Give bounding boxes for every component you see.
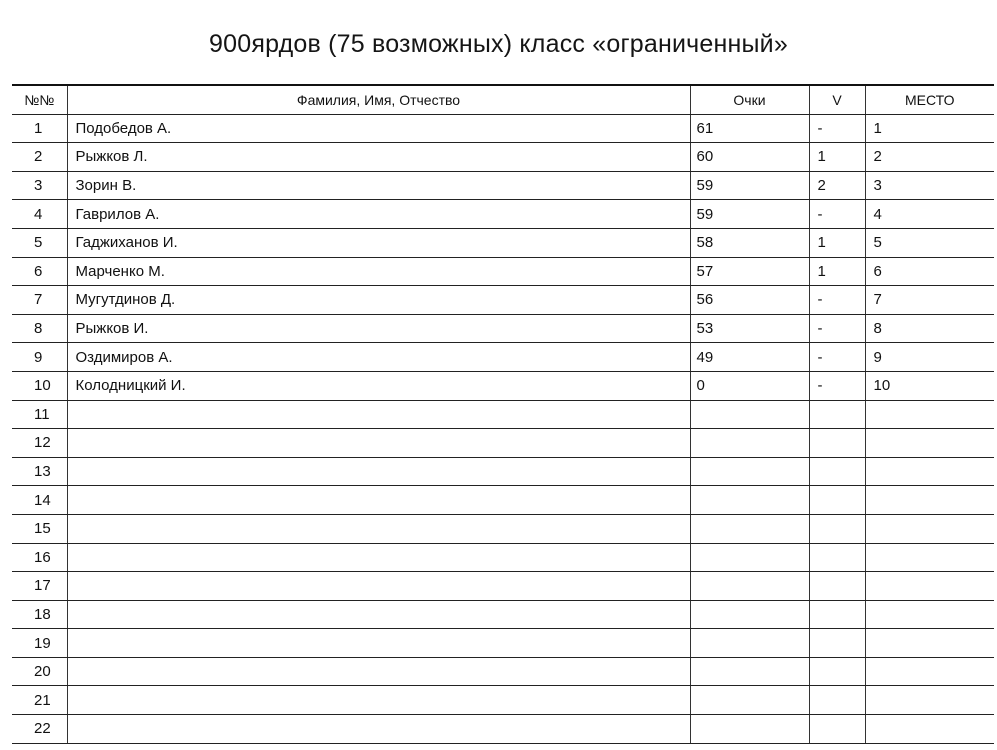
cell-place xyxy=(865,715,994,744)
cell-score: 0 xyxy=(690,371,809,400)
cell-number: 12 xyxy=(12,429,67,458)
cell-v xyxy=(809,715,865,744)
cell-v xyxy=(809,600,865,629)
cell-number: 21 xyxy=(12,686,67,715)
cell-score: 59 xyxy=(690,171,809,200)
table-row xyxy=(12,572,994,601)
cell-v xyxy=(809,514,865,543)
cell-v: - xyxy=(809,371,865,400)
cell-score: 59 xyxy=(690,200,809,229)
cell-place: 3 xyxy=(865,171,994,200)
cell-place: 1 xyxy=(865,114,994,143)
cell-score xyxy=(690,486,809,515)
table-row xyxy=(12,657,994,686)
cell-number: 5 xyxy=(12,228,67,257)
cell-place: 9 xyxy=(865,343,994,372)
cell-full-name: Марченко М. xyxy=(67,257,690,286)
cell-full-name xyxy=(67,429,690,458)
cell-number: 9 xyxy=(12,343,67,372)
cell-score xyxy=(690,400,809,429)
cell-v xyxy=(809,657,865,686)
cell-number: 1 xyxy=(12,114,67,143)
cell-place xyxy=(865,543,994,572)
cell-score: 60 xyxy=(690,143,809,172)
table-row xyxy=(12,343,994,372)
cell-v xyxy=(809,572,865,601)
table-row xyxy=(12,314,994,343)
table-row xyxy=(12,543,994,572)
cell-place xyxy=(865,600,994,629)
cell-v: - xyxy=(809,314,865,343)
cell-number: 7 xyxy=(12,286,67,315)
cell-full-name xyxy=(67,514,690,543)
cell-v xyxy=(809,543,865,572)
cell-place: 5 xyxy=(865,228,994,257)
cell-v xyxy=(809,429,865,458)
cell-full-name xyxy=(67,400,690,429)
cell-place xyxy=(865,429,994,458)
cell-v: - xyxy=(809,343,865,372)
cell-number: 11 xyxy=(12,400,67,429)
table-row xyxy=(12,286,994,315)
cell-full-name: Подобедов А. xyxy=(67,114,690,143)
cell-full-name: Рыжков Л. xyxy=(67,143,690,172)
cell-number: 16 xyxy=(12,543,67,572)
cell-full-name xyxy=(67,629,690,658)
table-row xyxy=(12,257,994,286)
cell-number: 19 xyxy=(12,629,67,658)
cell-score xyxy=(690,514,809,543)
cell-place xyxy=(865,457,994,486)
cell-full-name xyxy=(67,572,690,601)
cell-score: 49 xyxy=(690,343,809,372)
cell-score: 58 xyxy=(690,228,809,257)
cell-v xyxy=(809,629,865,658)
results-table xyxy=(12,84,994,744)
cell-score xyxy=(690,429,809,458)
table-row xyxy=(12,200,994,229)
cell-number: 2 xyxy=(12,143,67,172)
header-place: МЕСТО xyxy=(865,85,994,114)
cell-full-name: Рыжков И. xyxy=(67,314,690,343)
cell-score: 57 xyxy=(690,257,809,286)
cell-score xyxy=(690,600,809,629)
page-title: 900ярдов (75 возможных) класс «ограниченный» xyxy=(209,30,788,58)
cell-v xyxy=(809,400,865,429)
cell-score xyxy=(690,715,809,744)
cell-full-name: Оздимиров А. xyxy=(67,343,690,372)
table-row xyxy=(12,143,994,172)
cell-v: 2 xyxy=(809,171,865,200)
cell-v: 1 xyxy=(809,143,865,172)
table-row xyxy=(12,371,994,400)
table-row xyxy=(12,486,994,515)
table-row xyxy=(12,228,994,257)
cell-v: 1 xyxy=(809,228,865,257)
cell-place xyxy=(865,629,994,658)
cell-score xyxy=(690,457,809,486)
cell-number: 8 xyxy=(12,314,67,343)
cell-place xyxy=(865,572,994,601)
cell-score xyxy=(690,629,809,658)
cell-place xyxy=(865,686,994,715)
cell-number: 15 xyxy=(12,514,67,543)
cell-number: 18 xyxy=(12,600,67,629)
table-row xyxy=(12,457,994,486)
table-body xyxy=(12,114,994,743)
cell-score xyxy=(690,686,809,715)
cell-score: 56 xyxy=(690,286,809,315)
table-row xyxy=(12,514,994,543)
cell-score xyxy=(690,572,809,601)
cell-v: 1 xyxy=(809,257,865,286)
cell-number: 13 xyxy=(12,457,67,486)
cell-v: - xyxy=(809,200,865,229)
cell-place xyxy=(865,514,994,543)
cell-score xyxy=(690,657,809,686)
table-row xyxy=(12,686,994,715)
cell-place: 4 xyxy=(865,200,994,229)
cell-full-name: Зорин В. xyxy=(67,171,690,200)
cell-score: 53 xyxy=(690,314,809,343)
cell-full-name: Колодницкий И. xyxy=(67,371,690,400)
cell-full-name: Гаврилов А. xyxy=(67,200,690,229)
cell-number: 14 xyxy=(12,486,67,515)
cell-place xyxy=(865,486,994,515)
cell-place: 6 xyxy=(865,257,994,286)
cell-v xyxy=(809,686,865,715)
cell-full-name xyxy=(67,657,690,686)
cell-full-name xyxy=(67,486,690,515)
cell-number: 20 xyxy=(12,657,67,686)
cell-full-name: Мугутдинов Д. xyxy=(67,286,690,315)
header-v: V xyxy=(809,85,865,114)
table-row xyxy=(12,629,994,658)
table-header-row xyxy=(12,85,994,114)
table-row xyxy=(12,600,994,629)
cell-number: 3 xyxy=(12,171,67,200)
table-row xyxy=(12,429,994,458)
cell-full-name xyxy=(67,600,690,629)
cell-score: 61 xyxy=(690,114,809,143)
table-row xyxy=(12,715,994,744)
table-row xyxy=(12,400,994,429)
cell-v xyxy=(809,486,865,515)
cell-full-name xyxy=(67,543,690,572)
table-row xyxy=(12,114,994,143)
cell-place: 8 xyxy=(865,314,994,343)
cell-v xyxy=(809,457,865,486)
cell-place xyxy=(865,657,994,686)
cell-full-name xyxy=(67,686,690,715)
cell-number: 4 xyxy=(12,200,67,229)
cell-number: 17 xyxy=(12,572,67,601)
header-score: Очки xyxy=(690,85,809,114)
cell-place: 10 xyxy=(865,371,994,400)
cell-number: 10 xyxy=(12,371,67,400)
cell-v: - xyxy=(809,286,865,315)
cell-number: 6 xyxy=(12,257,67,286)
header-full-name: Фамилия, Имя, Отчество xyxy=(67,85,690,114)
cell-v: - xyxy=(809,114,865,143)
header-number: №№ xyxy=(12,85,67,114)
cell-full-name xyxy=(67,457,690,486)
table-row xyxy=(12,171,994,200)
cell-place: 7 xyxy=(865,286,994,315)
cell-score xyxy=(690,543,809,572)
cell-full-name xyxy=(67,715,690,744)
cell-place: 2 xyxy=(865,143,994,172)
cell-place xyxy=(865,400,994,429)
cell-full-name: Гаджиханов И. xyxy=(67,228,690,257)
cell-number: 22 xyxy=(12,715,67,744)
